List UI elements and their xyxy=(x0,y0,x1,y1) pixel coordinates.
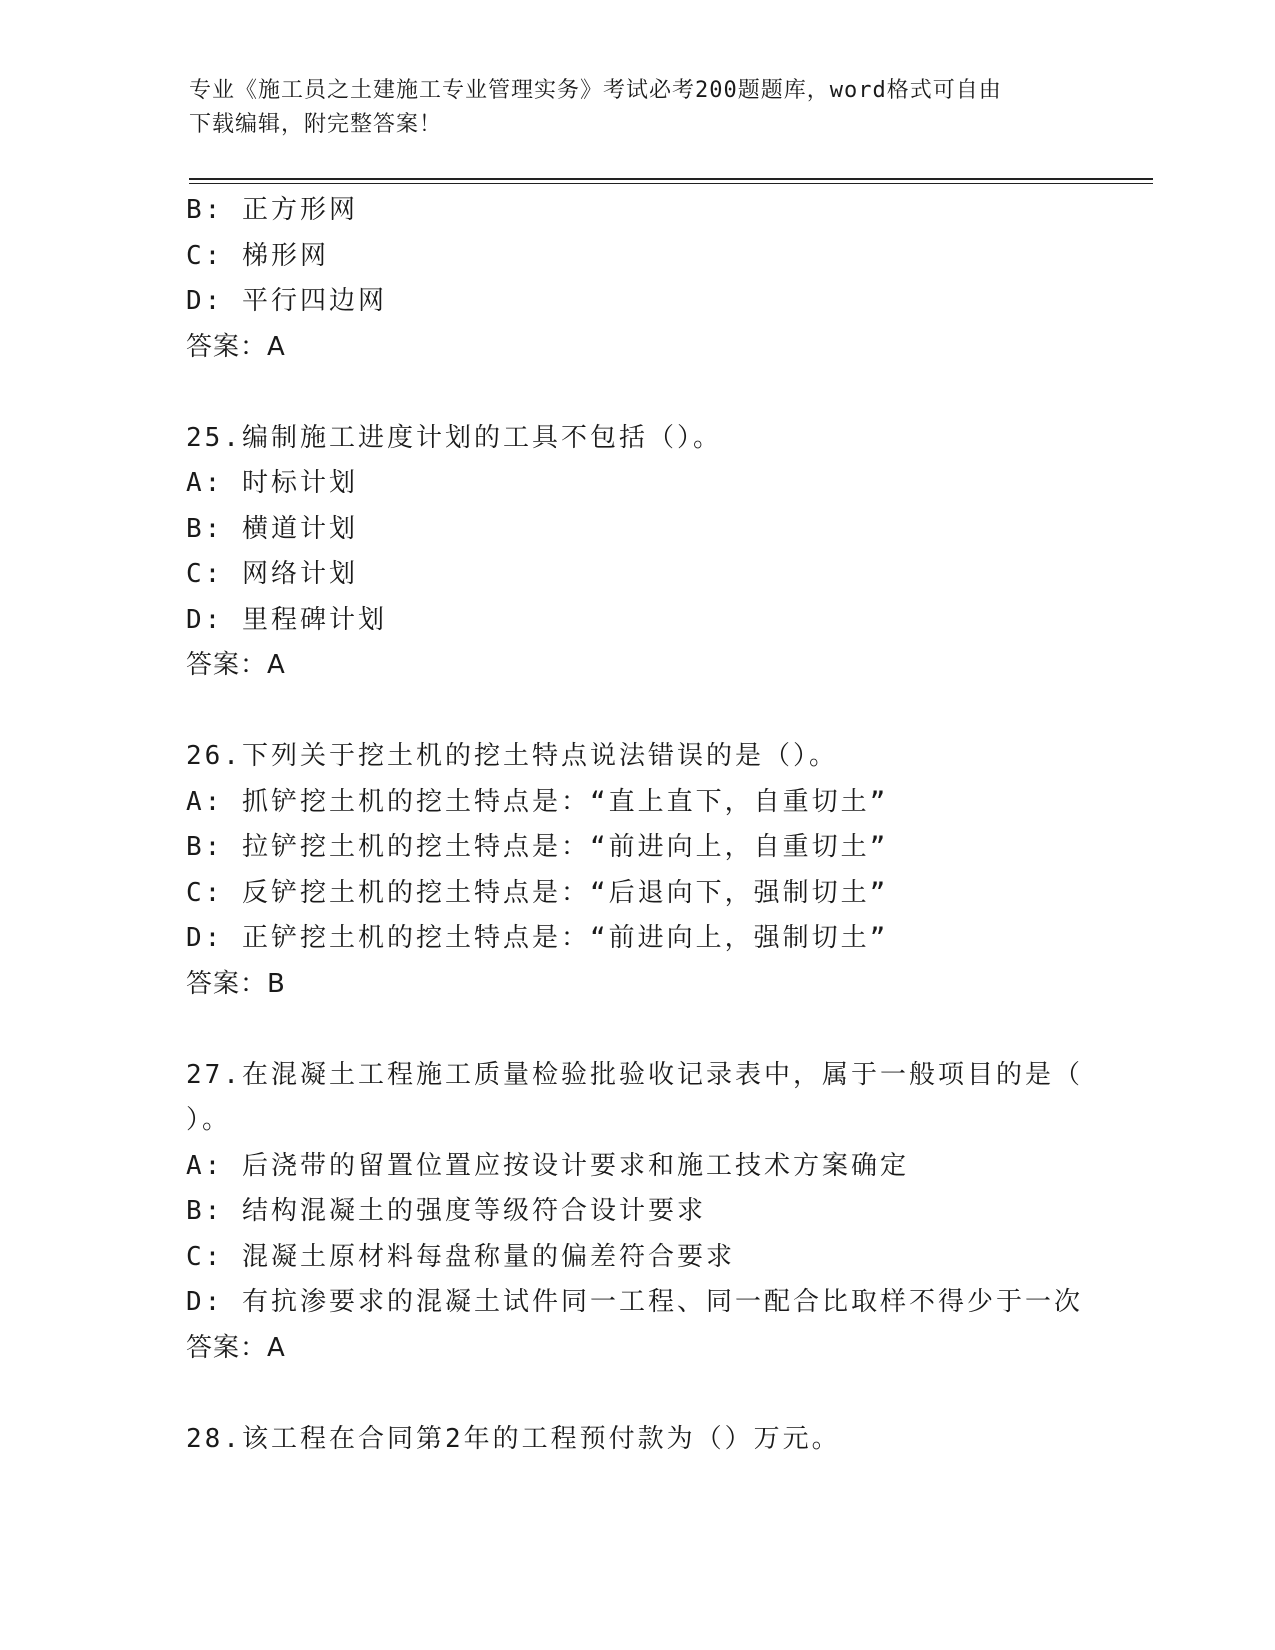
option-d: D: 有抗渗要求的混凝土试件同一工程、同一配合比取样不得少于一次 xyxy=(186,1287,1083,1317)
question-24 xyxy=(186,188,1076,370)
header-line-1: 专业《施工员之土建施工专业管理实务》考试必考200题题库，word格式可自由 xyxy=(189,78,1002,103)
header-line-2: 下载编辑，附完整答案！ xyxy=(189,112,443,137)
question-26 xyxy=(186,734,1076,1007)
option-a: A: 抓铲挖土机的挖土特点是：“直上直下，自重切土” xyxy=(186,786,889,817)
question-text: 25.编制施工进度计划的工具不包括（）。 xyxy=(186,422,722,453)
question-text: 28.该工程在合同第2年的工程预付款为（）万元。 xyxy=(186,1423,841,1454)
question-25 xyxy=(186,416,1076,689)
option-b: B: 拉铲挖土机的挖土特点是：“前进向上，自重切土” xyxy=(186,832,889,862)
answer: 答案：A xyxy=(186,650,286,680)
option-d: D: 里程碑计划 xyxy=(186,604,387,635)
spacer xyxy=(186,1007,1076,1053)
option-b: B: 结构混凝土的强度等级符合设计要求 xyxy=(186,1196,706,1226)
option-a: A: 时标计划 xyxy=(186,468,358,498)
header-rule-thick xyxy=(189,178,1153,180)
question-text-line-1: 27.在混凝土工程施工质量检验批验收记录表中，属于一般项目的是（ xyxy=(186,1059,1083,1090)
answer: 答案：A xyxy=(186,331,286,362)
spacer xyxy=(186,1371,1076,1417)
answer: 答案：B xyxy=(186,968,286,999)
document-header xyxy=(189,74,1069,142)
option-c: C: 混凝土原材料每盘称量的偏差符合要求 xyxy=(186,1241,735,1272)
question-text: 26.下列关于挖土机的挖土特点说法错误的是（）。 xyxy=(186,741,838,771)
option-c: C: 反铲挖土机的挖土特点是：“后退向下，强制切土” xyxy=(186,877,889,908)
question-text-line-2: ）。 xyxy=(186,1105,232,1135)
option-d: D: 平行四边网 xyxy=(186,286,387,316)
spacer xyxy=(186,689,1076,735)
option-c: C: 梯形网 xyxy=(186,240,329,271)
question-list xyxy=(186,188,1083,1462)
question-28 xyxy=(186,1417,1076,1463)
header-rule-thin xyxy=(189,183,1153,184)
option-b: B: 横道计划 xyxy=(186,513,358,544)
option-d: D: 正铲挖土机的挖土特点是：“前进向上，强制切土” xyxy=(186,923,889,953)
option-b: B: 正方形网 xyxy=(186,195,358,225)
spacer xyxy=(186,370,1076,416)
answer: 答案：A xyxy=(186,1332,286,1363)
option-a: A: 后浇带的留置位置应按设计要求和施工技术方案确定 xyxy=(186,1150,909,1181)
option-c: C: 网络计划 xyxy=(186,559,358,589)
question-27 xyxy=(186,1053,1083,1372)
